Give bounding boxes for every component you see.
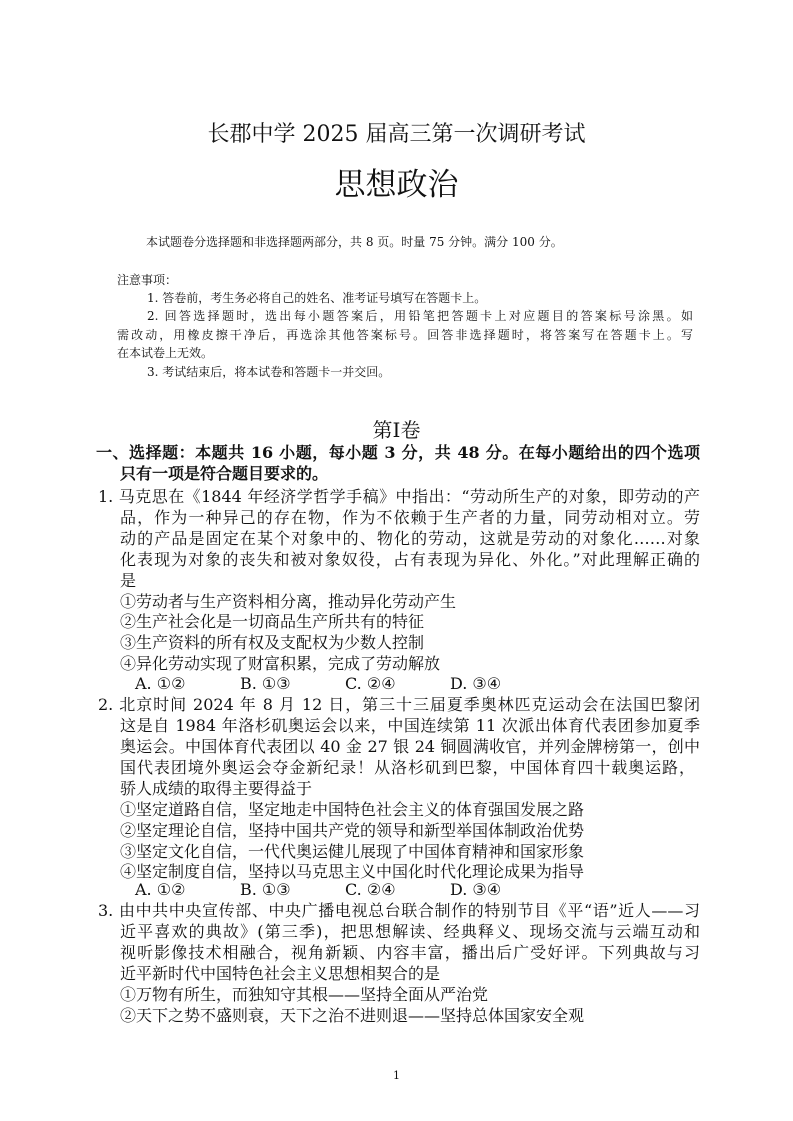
question-text: 奥运会。中国体育代表团以 40 金 27 银 24 铜圆满收官，并列金牌榜第一，创中 <box>120 737 700 756</box>
part-heading: 第Ⅰ卷 <box>372 418 421 442</box>
statement: ②坚定理论自信，坚持中国共产党的领导和新型举国体制政治优势 <box>120 821 585 840</box>
intro-text: 本试题卷分选择题和非选择题两部分，共 8 页。时量 75 分钟。满分 100 分。 <box>146 235 563 249</box>
question-text: 动的产品是固定在某个对象中的、物化的劳动，这就是劳动的对象化……对象 <box>120 529 700 548</box>
statement: ③生产资料的所有权及支配权为少数人控制 <box>120 633 425 652</box>
question-text: 近平新时代中国特色社会主义思想相契合的是 <box>120 964 441 983</box>
option-b: B. ①③ <box>240 674 291 693</box>
question-text: 视听影像技术相融合，视角新颖、内容丰富，播出后广受好评。下列典故与习 <box>120 943 700 962</box>
statement: ②天下之势不盛则衰，天下之治不进则退——坚持总体国家安全观 <box>120 1006 585 1025</box>
statement: ④坚定制度自信，坚持以马克思主义中国化时代化理论成果为指导 <box>120 862 585 881</box>
question-text: 1. 马克思在《1844 年经济学哲学手稿》中指出：“劳动所生产的对象，即劳动的产 <box>98 487 700 506</box>
question-text: 骄人成绩的取得主要得益于 <box>120 779 313 798</box>
option-d: D. ③④ <box>450 880 502 899</box>
option-d: D. ③④ <box>450 674 502 693</box>
notice-item: 1. 答卷前，考生务必将自己的姓名、准考证号填写在答题卡上。 <box>147 291 487 305</box>
question-text: 近平喜欢的典故》(第三季)，把思想解读、经典释义、现场交流与云端互动和 <box>120 922 700 941</box>
section-heading: 一、选择题：本题共 16 小题，每小题 3 分，共 48 分。在每小题给出的四个选项 <box>96 443 700 462</box>
statement: ①坚定道路自信，坚定地走中国特色社会主义的体育强国发展之路 <box>120 800 585 819</box>
statement: ①劳动者与生产资料相分离，推动异化劳动产生 <box>120 592 457 611</box>
option-c: C. ②④ <box>345 674 396 693</box>
notice-item: 2. 回答选择题时，选出每小题答案后，用铅笔把答题卡上对应题目的答案标号涂黑。如 <box>147 309 693 323</box>
question-text: 3. 由中共中央宣传部、中央广播电视总台联合制作的特别节目《平“语”近人——习 <box>98 901 700 920</box>
page-number: 1 <box>393 1069 400 1082</box>
question-text: 这是自 1984 年洛杉矶奥运会以来，中国连续第 11 次派出体育代表团参加夏季 <box>120 716 700 735</box>
section-heading: 只有一项是符合题目要求的。 <box>120 464 329 483</box>
notice-label: 注意事项： <box>117 273 178 287</box>
statement: ③坚定文化自信，一代代奥运健儿展现了中国体育精神和国家形象 <box>120 842 585 861</box>
subject-title: 思想政治 <box>334 167 459 203</box>
question-text: 是 <box>120 571 137 590</box>
option-b: B. ①③ <box>240 880 291 899</box>
notice-item: 在本试卷上无效。 <box>117 346 214 360</box>
question-text: 2. 北京时间 2024 年 8 月 12 日，第三十三届夏季奥林匹克运动会在法国巴黎闭 <box>98 695 700 714</box>
statement: ④异化劳动实现了财富积累，完成了劳动解放 <box>120 654 441 673</box>
question-text: 品，作为一种异己的存在物，作为不依赖于生产者的力量，同劳动相对立。劳 <box>120 508 700 527</box>
notice-item: 需改动，用橡皮擦干净后，再选涂其他答案标号。回答非选择题时，将答案写在答题卡上。写 <box>117 328 693 342</box>
statement: ②生产社会化是一切商品生产所共有的特征 <box>120 612 425 631</box>
option-c: C. ②④ <box>345 880 396 899</box>
question-text: 化表现为对象的丧失和被对象奴役，占有表现为异化、外化。”对此理解正确的 <box>120 550 700 569</box>
option-a: A. ①② <box>135 674 186 693</box>
statement: ①万物有所生，而独知守其根——坚持全面从严治党 <box>120 985 489 1004</box>
notice-item: 3. 考试结束后，将本试卷和答题卡一并交回。 <box>147 365 391 379</box>
question-text: 国代表团境外奥运会夺金新纪录！从洛杉矶到巴黎，中国体育四十载奥运路， <box>120 758 695 777</box>
option-a: A. ①② <box>135 880 186 899</box>
exam-title: 长郡中学 2025 届高三第一次调研考试 <box>207 122 586 147</box>
